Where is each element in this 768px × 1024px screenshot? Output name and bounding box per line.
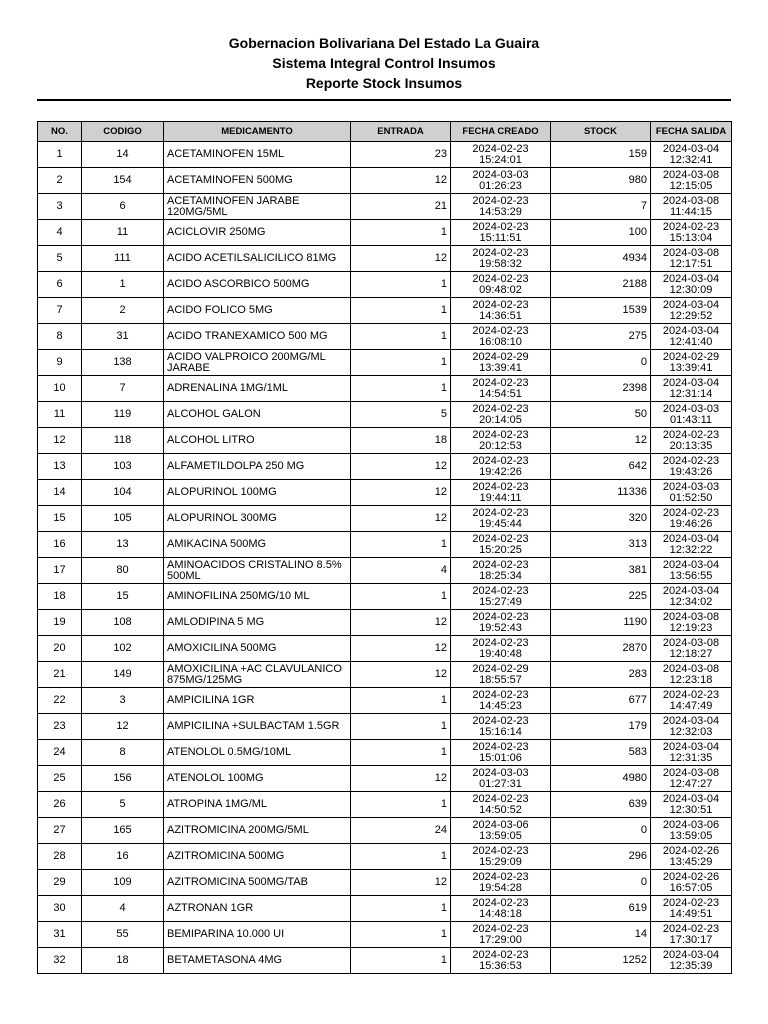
cell-no: 24 [38,740,82,766]
cell-codigo: 8 [82,740,164,766]
table-row [38,324,732,350]
cell-stock: 4934 [551,246,651,272]
cell-medicamento: AMPICILINA +SULBACTAM 1.5GR [164,714,351,740]
cell-medicamento: AZITROMICINA 200MG/5ML [164,818,351,844]
table-body [38,142,732,974]
header-title-government: Gobernacion Bolivariana Del Estado La Guaira [228,35,540,51]
cell-entrada: 1 [351,350,451,376]
table-row [38,246,732,272]
cell-entrada: 1 [351,272,451,298]
column-header: CODIGO [82,122,164,142]
cell-entrada: 1 [351,688,451,714]
cell-entrada: 1 [351,844,451,870]
cell-medicamento: BETAMETASONA 4MG [164,948,351,974]
cell-codigo: 104 [82,480,164,506]
cell-fecha-creado: 2024-02-23 16:08:10 [451,324,551,350]
cell-entrada: 4 [351,558,451,584]
cell-entrada: 1 [351,584,451,610]
cell-entrada: 1 [351,792,451,818]
cell-entrada: 12 [351,636,451,662]
cell-fecha-creado: 2024-02-23 19:58:32 [451,246,551,272]
cell-codigo: 119 [82,402,164,428]
cell-medicamento: ACIDO FOLICO 5MG [164,298,351,324]
cell-medicamento: AMLODIPINA 5 MG [164,610,351,636]
cell-fecha-salida: 2024-03-04 12:41:40 [651,324,732,350]
cell-entrada: 12 [351,610,451,636]
cell-fecha-salida: 2024-03-04 12:34:02 [651,584,732,610]
cell-fecha-salida: 2024-03-08 12:47:27 [651,766,732,792]
cell-fecha-salida: 2024-03-04 12:31:35 [651,740,732,766]
cell-codigo: 118 [82,428,164,454]
column-header: FECHA CREADO [451,122,551,142]
cell-entrada: 12 [351,246,451,272]
cell-no: 15 [38,506,82,532]
cell-stock: 980 [551,168,651,194]
cell-medicamento: ACIDO ACETILSALICILICO 81MG [164,246,351,272]
cell-stock: 381 [551,558,651,584]
cell-no: 19 [38,610,82,636]
cell-stock: 12 [551,428,651,454]
table-row [38,298,732,324]
cell-codigo: 5 [82,792,164,818]
table-row [38,766,732,792]
cell-stock: 14 [551,922,651,948]
cell-stock: 225 [551,584,651,610]
cell-medicamento: ATENOLOL 0.5MG/10ML [164,740,351,766]
cell-fecha-creado: 2024-02-23 14:54:51 [451,376,551,402]
cell-no: 13 [38,454,82,480]
cell-fecha-creado: 2024-02-23 18:25:34 [451,558,551,584]
cell-no: 12 [38,428,82,454]
cell-stock: 50 [551,402,651,428]
cell-stock: 296 [551,844,651,870]
cell-fecha-salida: 2024-03-08 11:44:15 [651,194,732,220]
cell-fecha-salida: 2024-02-23 15:13:04 [651,220,732,246]
cell-entrada: 1 [351,896,451,922]
cell-stock: 7 [551,194,651,220]
cell-codigo: 111 [82,246,164,272]
cell-fecha-creado: 2024-02-23 19:44:11 [451,480,551,506]
cell-no: 9 [38,350,82,376]
column-header: STOCK [551,122,651,142]
cell-codigo: 14 [82,142,164,168]
cell-medicamento: AMIKACINA 500MG [164,532,351,558]
cell-codigo: 12 [82,714,164,740]
cell-entrada: 12 [351,506,451,532]
cell-stock: 0 [551,870,651,896]
cell-fecha-creado: 2024-02-23 14:45:23 [451,688,551,714]
table-row [38,506,732,532]
cell-codigo: 105 [82,506,164,532]
cell-fecha-creado: 2024-02-23 14:53:29 [451,194,551,220]
cell-fecha-salida: 2024-03-08 12:19:23 [651,610,732,636]
cell-stock: 583 [551,740,651,766]
cell-medicamento: ACIDO TRANEXAMICO 500 MG [164,324,351,350]
cell-medicamento: ACETAMINOFEN 15ML [164,142,351,168]
table-row [38,402,732,428]
cell-entrada: 24 [351,818,451,844]
cell-codigo: 138 [82,350,164,376]
cell-entrada: 12 [351,766,451,792]
table-row [38,454,732,480]
cell-stock: 1539 [551,298,651,324]
cell-codigo: 6 [82,194,164,220]
cell-entrada: 1 [351,922,451,948]
cell-medicamento: AMOXICILINA +AC CLAVULANICO 875MG/125MG [164,662,351,688]
cell-fecha-salida: 2024-02-29 13:39:41 [651,350,732,376]
cell-fecha-creado: 2024-03-03 01:26:23 [451,168,551,194]
cell-fecha-salida: 2024-03-04 12:30:51 [651,792,732,818]
cell-stock: 0 [551,818,651,844]
table-row [38,168,732,194]
cell-fecha-salida: 2024-03-03 01:43:11 [651,402,732,428]
cell-stock: 100 [551,220,651,246]
cell-fecha-salida: 2024-02-26 13:45:29 [651,844,732,870]
table-row [38,376,732,402]
cell-medicamento: ALOPURINOL 300MG [164,506,351,532]
header-divider [37,99,731,101]
cell-fecha-salida: 2024-03-04 12:32:03 [651,714,732,740]
table-row [38,610,732,636]
cell-fecha-creado: 2024-02-23 15:16:14 [451,714,551,740]
cell-medicamento: ATENOLOL 100MG [164,766,351,792]
cell-codigo: 11 [82,220,164,246]
header-title-report: Reporte Stock Insumos [305,75,463,91]
table-row [38,896,732,922]
cell-entrada: 12 [351,168,451,194]
cell-fecha-salida: 2024-03-08 12:15:05 [651,168,732,194]
cell-fecha-creado: 2024-02-29 18:55:57 [451,662,551,688]
cell-medicamento: ACICLOVIR 250MG [164,220,351,246]
cell-medicamento: ALCOHOL GALON [164,402,351,428]
table-row [38,948,732,974]
cell-fecha-creado: 2024-03-03 01:27:31 [451,766,551,792]
cell-fecha-creado: 2024-03-06 13:59:05 [451,818,551,844]
cell-fecha-creado: 2024-02-29 13:39:41 [451,350,551,376]
cell-stock: 2398 [551,376,651,402]
cell-fecha-creado: 2024-02-23 20:14:05 [451,402,551,428]
cell-codigo: 103 [82,454,164,480]
cell-stock: 283 [551,662,651,688]
cell-fecha-creado: 2024-02-23 15:11:51 [451,220,551,246]
cell-medicamento: AMPICILINA 1GR [164,688,351,714]
cell-no: 32 [38,948,82,974]
cell-stock: 159 [551,142,651,168]
cell-fecha-salida: 2024-02-23 17:30:17 [651,922,732,948]
cell-no: 4 [38,220,82,246]
cell-fecha-creado: 2024-02-23 15:20:25 [451,532,551,558]
cell-stock: 1252 [551,948,651,974]
cell-medicamento: ACIDO VALPROICO 200MG/ML JARABE [164,350,351,376]
table-row [38,272,732,298]
cell-codigo: 108 [82,610,164,636]
cell-fecha-salida: 2024-03-08 12:17:51 [651,246,732,272]
cell-medicamento: AMINOFILINA 250MG/10 ML [164,584,351,610]
cell-entrada: 1 [351,532,451,558]
cell-no: 7 [38,298,82,324]
cell-medicamento: ACIDO ASCORBICO 500MG [164,272,351,298]
cell-entrada: 1 [351,220,451,246]
cell-stock: 313 [551,532,651,558]
cell-fecha-creado: 2024-02-23 14:36:51 [451,298,551,324]
cell-stock: 2870 [551,636,651,662]
cell-fecha-salida: 2024-03-04 12:29:52 [651,298,732,324]
cell-no: 2 [38,168,82,194]
cell-fecha-creado: 2024-02-23 20:12:53 [451,428,551,454]
cell-fecha-creado: 2024-02-23 14:48:18 [451,896,551,922]
cell-stock: 11336 [551,480,651,506]
cell-entrada: 5 [351,402,451,428]
cell-entrada: 12 [351,870,451,896]
cell-no: 17 [38,558,82,584]
cell-fecha-salida: 2024-03-04 12:32:22 [651,532,732,558]
cell-no: 3 [38,194,82,220]
cell-fecha-salida: 2024-02-23 14:47:49 [651,688,732,714]
cell-codigo: 102 [82,636,164,662]
cell-stock: 275 [551,324,651,350]
cell-fecha-creado: 2024-02-23 15:27:49 [451,584,551,610]
cell-fecha-salida: 2024-02-26 16:57:05 [651,870,732,896]
cell-no: 5 [38,246,82,272]
cell-stock: 677 [551,688,651,714]
table-row [38,428,732,454]
table-row [38,870,732,896]
table-row [38,220,732,246]
cell-entrada: 18 [351,428,451,454]
cell-fecha-creado: 2024-02-23 14:50:52 [451,792,551,818]
table-row [38,922,732,948]
cell-no: 6 [38,272,82,298]
cell-fecha-salida: 2024-03-08 12:23:18 [651,662,732,688]
cell-codigo: 15 [82,584,164,610]
cell-stock: 639 [551,792,651,818]
cell-codigo: 18 [82,948,164,974]
cell-fecha-salida: 2024-02-23 20:13:35 [651,428,732,454]
cell-entrada: 12 [351,454,451,480]
cell-no: 20 [38,636,82,662]
cell-entrada: 12 [351,480,451,506]
cell-no: 31 [38,922,82,948]
cell-no: 14 [38,480,82,506]
cell-fecha-salida: 2024-02-23 19:46:26 [651,506,732,532]
cell-no: 22 [38,688,82,714]
column-header: NO. [38,122,82,142]
cell-medicamento: AZITROMICINA 500MG/TAB [164,870,351,896]
cell-medicamento: AZITROMICINA 500MG [164,844,351,870]
cell-fecha-salida: 2024-03-04 12:30:09 [651,272,732,298]
cell-fecha-creado: 2024-02-23 17:29:00 [451,922,551,948]
cell-fecha-salida: 2024-03-06 13:59:05 [651,818,732,844]
cell-stock: 2188 [551,272,651,298]
cell-codigo: 156 [82,766,164,792]
cell-medicamento: ATROPINA 1MG/ML [164,792,351,818]
cell-stock: 179 [551,714,651,740]
table-row [38,532,732,558]
cell-entrada: 1 [351,324,451,350]
table-row [38,636,732,662]
cell-no: 30 [38,896,82,922]
cell-fecha-creado: 2024-02-23 19:42:26 [451,454,551,480]
cell-no: 27 [38,818,82,844]
cell-fecha-creado: 2024-02-23 19:40:48 [451,636,551,662]
cell-medicamento: ALCOHOL LITRO [164,428,351,454]
cell-fecha-salida: 2024-03-04 12:32:41 [651,142,732,168]
cell-medicamento: AMINOACIDOS CRISTALINO 8.5% 500ML [164,558,351,584]
cell-entrada: 1 [351,948,451,974]
column-header: ENTRADA [351,122,451,142]
column-header: FECHA SALIDA [651,122,732,142]
cell-stock: 4980 [551,766,651,792]
cell-fecha-creado: 2024-02-23 15:36:53 [451,948,551,974]
table-row [38,844,732,870]
cell-fecha-creado: 2024-02-23 15:29:09 [451,844,551,870]
cell-fecha-salida: 2024-03-04 12:31:14 [651,376,732,402]
stock-table [37,121,732,974]
column-header: MEDICAMENTO [164,122,351,142]
cell-no: 11 [38,402,82,428]
table-row [38,818,732,844]
cell-medicamento: ADRENALINA 1MG/1ML [164,376,351,402]
cell-codigo: 1 [82,272,164,298]
cell-codigo: 16 [82,844,164,870]
cell-fecha-creado: 2024-02-23 09:48:02 [451,272,551,298]
cell-codigo: 3 [82,688,164,714]
cell-entrada: 12 [351,662,451,688]
cell-medicamento: AZTRONAN 1GR [164,896,351,922]
cell-fecha-creado: 2024-02-23 19:54:28 [451,870,551,896]
cell-stock: 0 [551,350,651,376]
cell-no: 8 [38,324,82,350]
cell-no: 18 [38,584,82,610]
cell-no: 28 [38,844,82,870]
table-row [38,662,732,688]
header-title-system: Sistema Integral Control Insumos [272,55,496,71]
cell-entrada: 1 [351,376,451,402]
table-row [38,714,732,740]
cell-codigo: 13 [82,532,164,558]
table-row [38,194,732,220]
table-row [38,350,732,376]
cell-codigo: 4 [82,896,164,922]
cell-codigo: 165 [82,818,164,844]
cell-no: 29 [38,870,82,896]
cell-medicamento: ACETAMINOFEN JARABE 120MG/5ML [164,194,351,220]
cell-codigo: 7 [82,376,164,402]
cell-fecha-creado: 2024-02-23 19:45:44 [451,506,551,532]
cell-entrada: 1 [351,298,451,324]
cell-fecha-salida: 2024-02-23 14:49:51 [651,896,732,922]
table-row [38,740,732,766]
table-row [38,558,732,584]
cell-stock: 1190 [551,610,651,636]
cell-codigo: 80 [82,558,164,584]
cell-medicamento: BEMIPARINA 10.000 UI [164,922,351,948]
cell-medicamento: ACETAMINOFEN 500MG [164,168,351,194]
cell-no: 26 [38,792,82,818]
cell-fecha-salida: 2024-03-08 12:18:27 [651,636,732,662]
cell-no: 1 [38,142,82,168]
cell-codigo: 2 [82,298,164,324]
cell-stock: 642 [551,454,651,480]
cell-medicamento: ALOPURINOL 100MG [164,480,351,506]
cell-entrada: 1 [351,714,451,740]
cell-fecha-creado: 2024-02-23 15:24:01 [451,142,551,168]
cell-entrada: 23 [351,142,451,168]
cell-codigo: 154 [82,168,164,194]
cell-no: 16 [38,532,82,558]
cell-codigo: 149 [82,662,164,688]
table-row [38,688,732,714]
cell-entrada: 21 [351,194,451,220]
cell-fecha-salida: 2024-03-04 12:35:39 [651,948,732,974]
cell-codigo: 31 [82,324,164,350]
table-header-row [38,122,732,142]
cell-no: 23 [38,714,82,740]
cell-fecha-creado: 2024-02-23 15:01:06 [451,740,551,766]
table-row [38,584,732,610]
cell-stock: 320 [551,506,651,532]
cell-no: 25 [38,766,82,792]
table-row [38,142,732,168]
report-header [0,33,768,93]
cell-codigo: 55 [82,922,164,948]
cell-fecha-salida: 2024-02-23 19:43:26 [651,454,732,480]
cell-codigo: 109 [82,870,164,896]
cell-no: 21 [38,662,82,688]
cell-fecha-creado: 2024-02-23 19:52:43 [451,610,551,636]
table-row [38,792,732,818]
cell-no: 10 [38,376,82,402]
cell-fecha-salida: 2024-03-03 01:52:50 [651,480,732,506]
table-row [38,480,732,506]
cell-entrada: 1 [351,740,451,766]
cell-fecha-salida: 2024-03-04 13:56:55 [651,558,732,584]
cell-medicamento: ALFAMETILDOLPA 250 MG [164,454,351,480]
cell-stock: 619 [551,896,651,922]
cell-medicamento: AMOXICILINA 500MG [164,636,351,662]
